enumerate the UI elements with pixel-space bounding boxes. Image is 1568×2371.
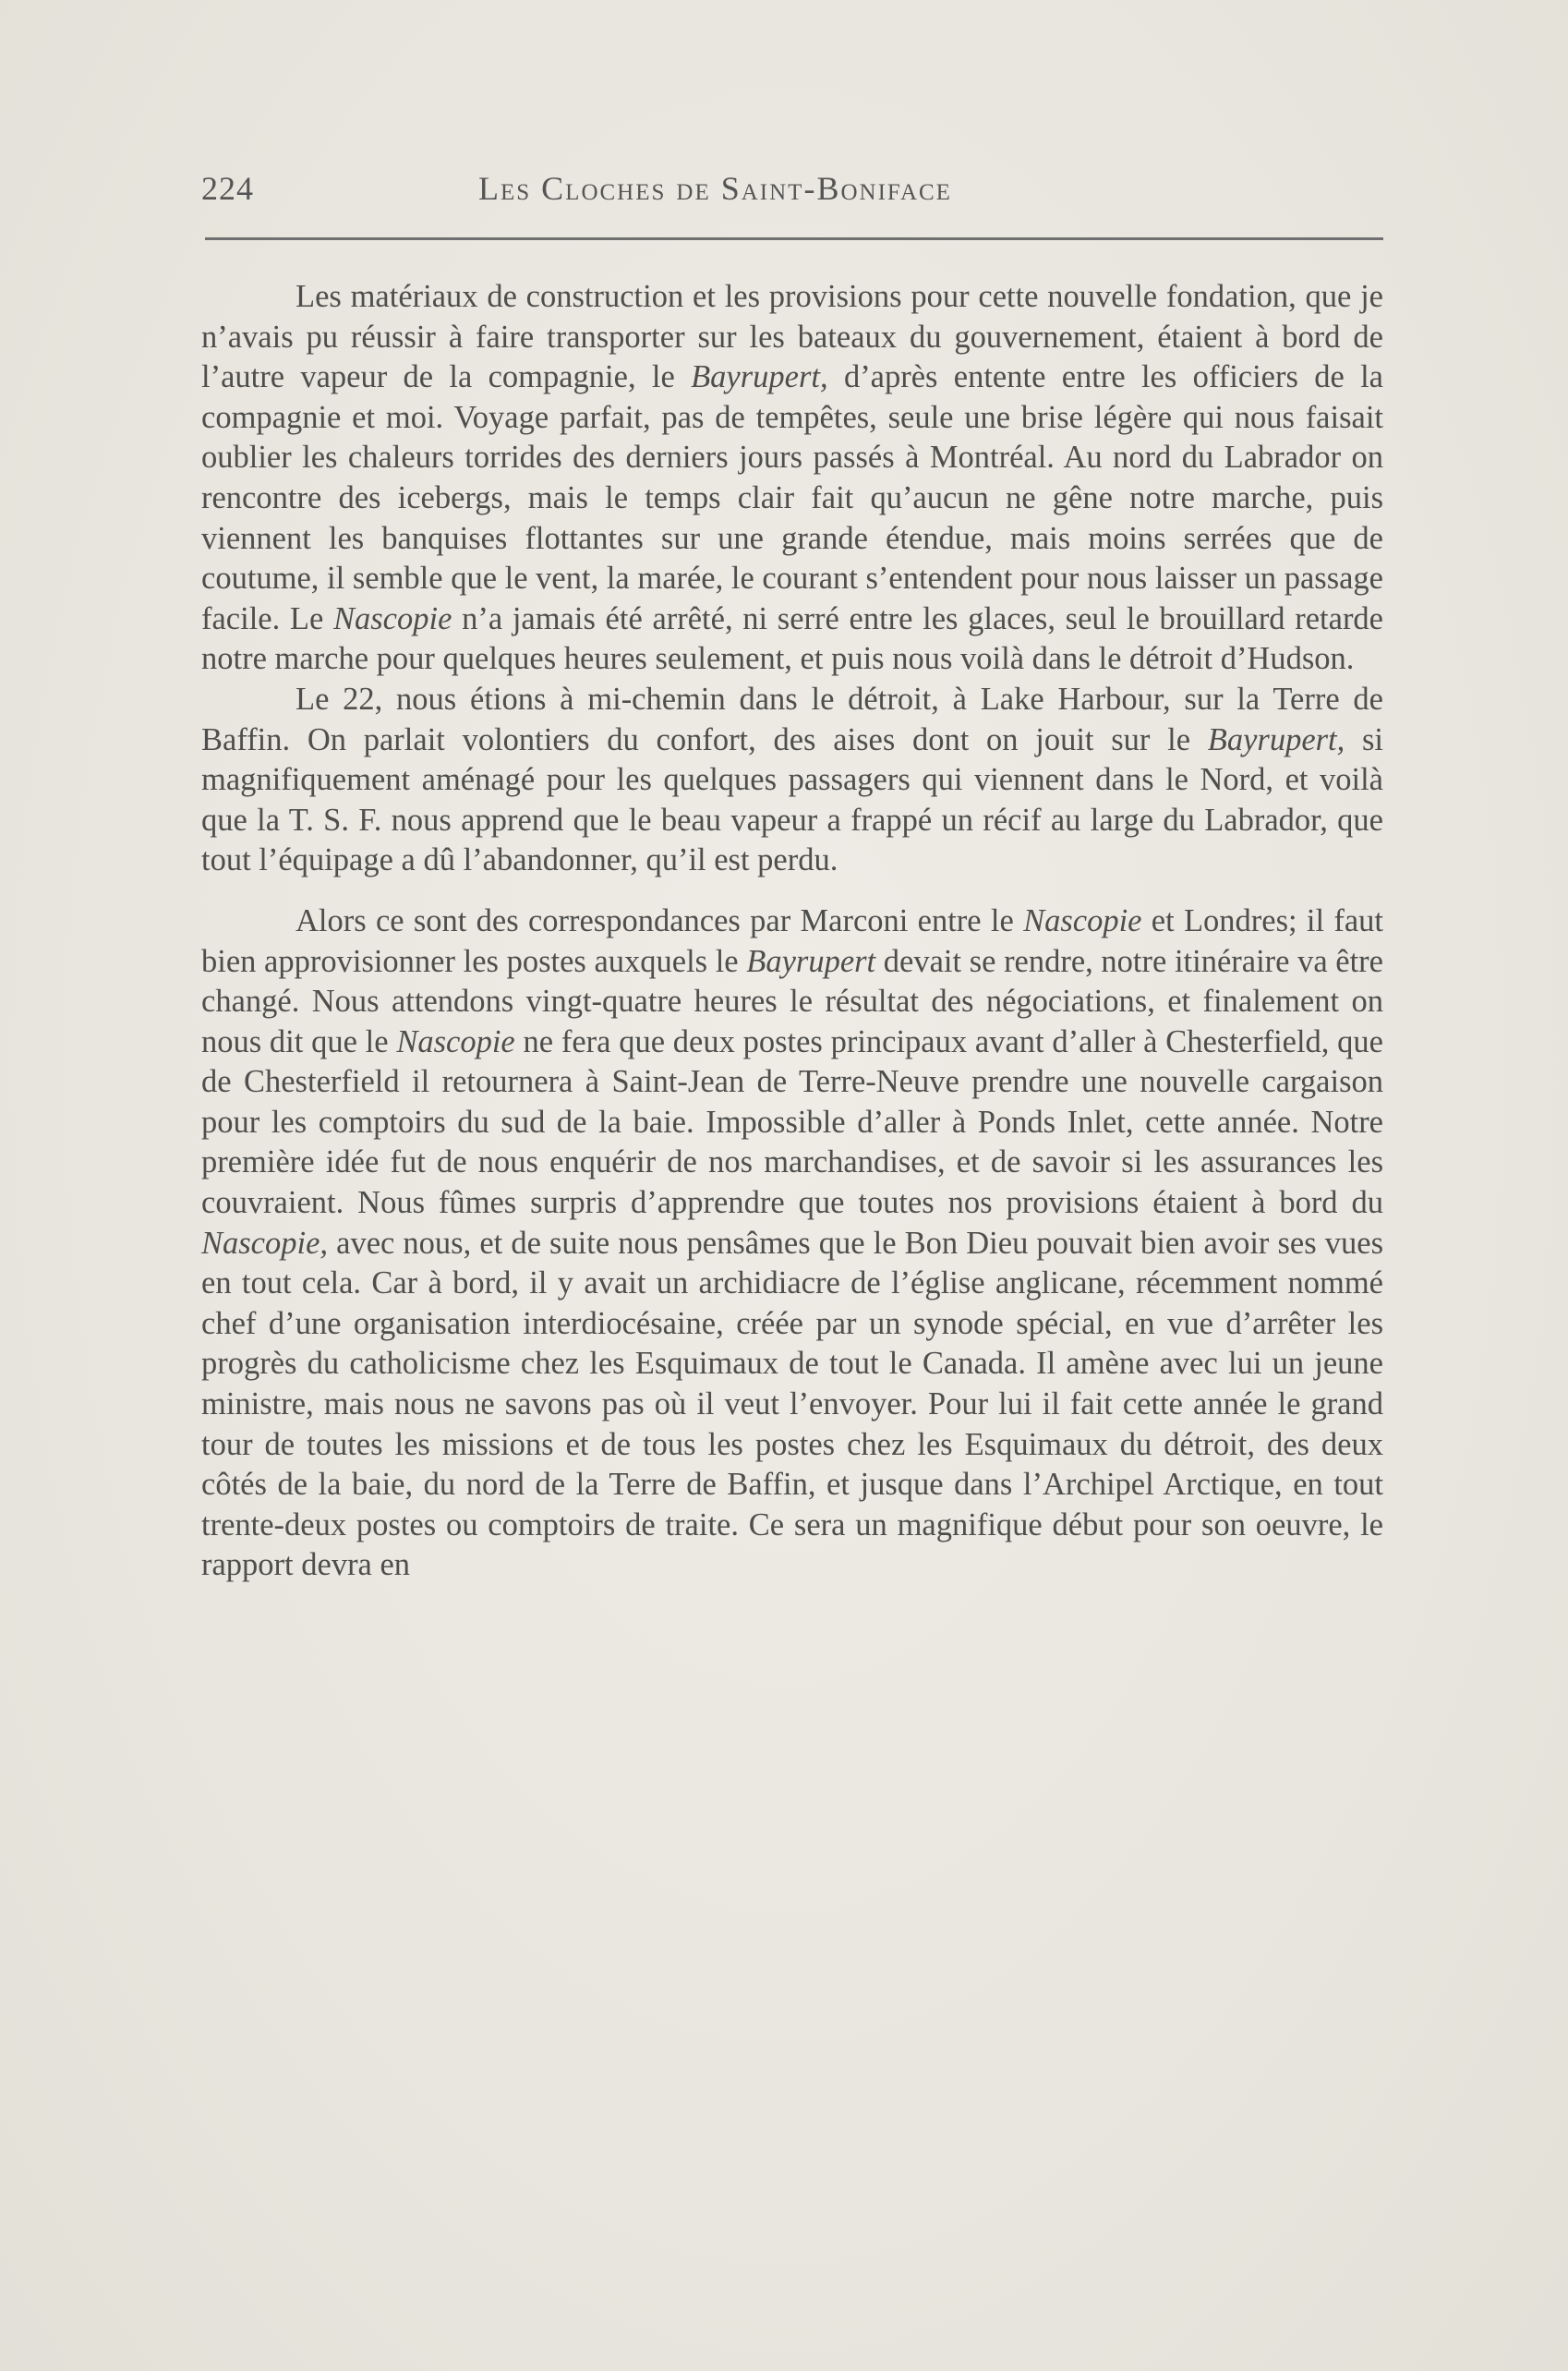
- italic-text: Nascopie,: [201, 1225, 329, 1261]
- text-run: ne fera que deux postes principaux avant d’aller à Chesterfield, que de Chesterfield il retournera à Saint-Jean de Terre-Neuve prendre une nouvelle cargaison pour les comptoirs du sud de la baie. Impossible d’aller à Ponds Inlet, cette année. Notre première idée fut de nous enquérir de nos marchandises, et de savoir si les assurances les couvraient. Nous fûmes surpris d’apprendre que toutes nos provisions étaient à bord du: [201, 1023, 1383, 1221]
- italic-text: Nascopie: [1023, 902, 1142, 938]
- body-text: [201, 277, 1383, 1586]
- running-title: Les Cloches de Saint-Boniface: [478, 170, 952, 207]
- paragraph: [201, 901, 1383, 1586]
- page-number: 224: [201, 170, 254, 207]
- text-run: devait se rendre, notre itinéraire va être changé. Nous attendons vingt-quatre heures le résultat des négociations, et finalement on nous dit que le: [201, 943, 1383, 1059]
- italic-text: Bayrupert,: [1207, 721, 1345, 757]
- text-run: Le 22, nous étions à mi-chemin dans le détroit, à Lake Harbour, sur la Terre de Baffin. On parlait volontiers du confort, des aises dont on jouit sur le: [201, 681, 1383, 757]
- italic-text: Bayrupert: [746, 943, 876, 979]
- text-run: et Londres; il faut bien approvisionner les postes auxquels le: [201, 902, 1383, 979]
- italic-text: Nascopie: [332, 600, 452, 636]
- italic-text: Bayrupert,: [691, 359, 828, 395]
- header-rule: [205, 237, 1383, 240]
- paragraph: [201, 680, 1383, 881]
- text-run: n’a jamais été arrêté, ni serré entre les glaces, seul le brouillard retarde notre marche pour quelques heures seulement, et puis nous voilà dans le détroit d’Hudson.: [201, 600, 1383, 677]
- running-head: [201, 169, 1383, 224]
- text-run: d’après entente entre les officiers de la compagnie et moi. Voyage parfait, pas de tempêtes, seule une brise légère qui nous faisait oublier les chaleurs torrides des derniers jours passés à Montréal. Au nord du Labrador on rencontre des icebergs, mais le temps clair fait qu’aucun ne gêne notre marche, puis viennent les banquises flottantes sur une grande étendue, mais moins serrées que de coutume, il semble que le vent, la marée, le courant s’entendent pour nous laisser un passage facile. Le: [201, 359, 1383, 636]
- text-run: avec nous, et de suite nous pensâmes que le Bon Dieu pouvait bien avoir ses vues en tout cela. Car à bord, il y avait un archidiacre de l’église anglicane, récemment nommé chef d’une organisation interdiocésaine, créée par un synode spécial, en vue d’arrêter les progrès du catholicisme chez les Esquimaux de tout le Canada. Il amène avec lui un jeune ministre, mais nous ne savons pas où il veut l’envoyer. Pour lui il fait cette année le grand tour de toutes les missions et de tous les postes chez les Esquimaux du détroit, des deux côtés de la baie, du nord de la Terre de Baffin, et jusque dans l’Archipel Arctique, en tout trente-deux postes ou comptoirs de traite. Ce sera un magnifique début pour son oeuvre, le rapport devra en: [201, 1225, 1383, 1583]
- paragraph: [201, 277, 1383, 680]
- text-run: Alors ce sont des correspondances par Marconi entre le: [296, 902, 1024, 938]
- text-run: Les matériaux de construction et les provisions pour cette nouvelle fondation, que je n’avais pu réussir à faire transporter sur les bateaux du gouvernement, étaient à bord de l’autre vapeur de la compagnie, le: [201, 279, 1383, 395]
- text-run: si magnifiquement aménagé pour les quelques passagers qui viennent dans le Nord, et voilà que la T. S. F. nous apprend que le beau vapeur a frappé un récif au large du Labrador, que tout l’équipage a dû l’abandonner, qu’il est perdu.: [201, 721, 1383, 878]
- italic-text: Nascopie: [396, 1023, 515, 1059]
